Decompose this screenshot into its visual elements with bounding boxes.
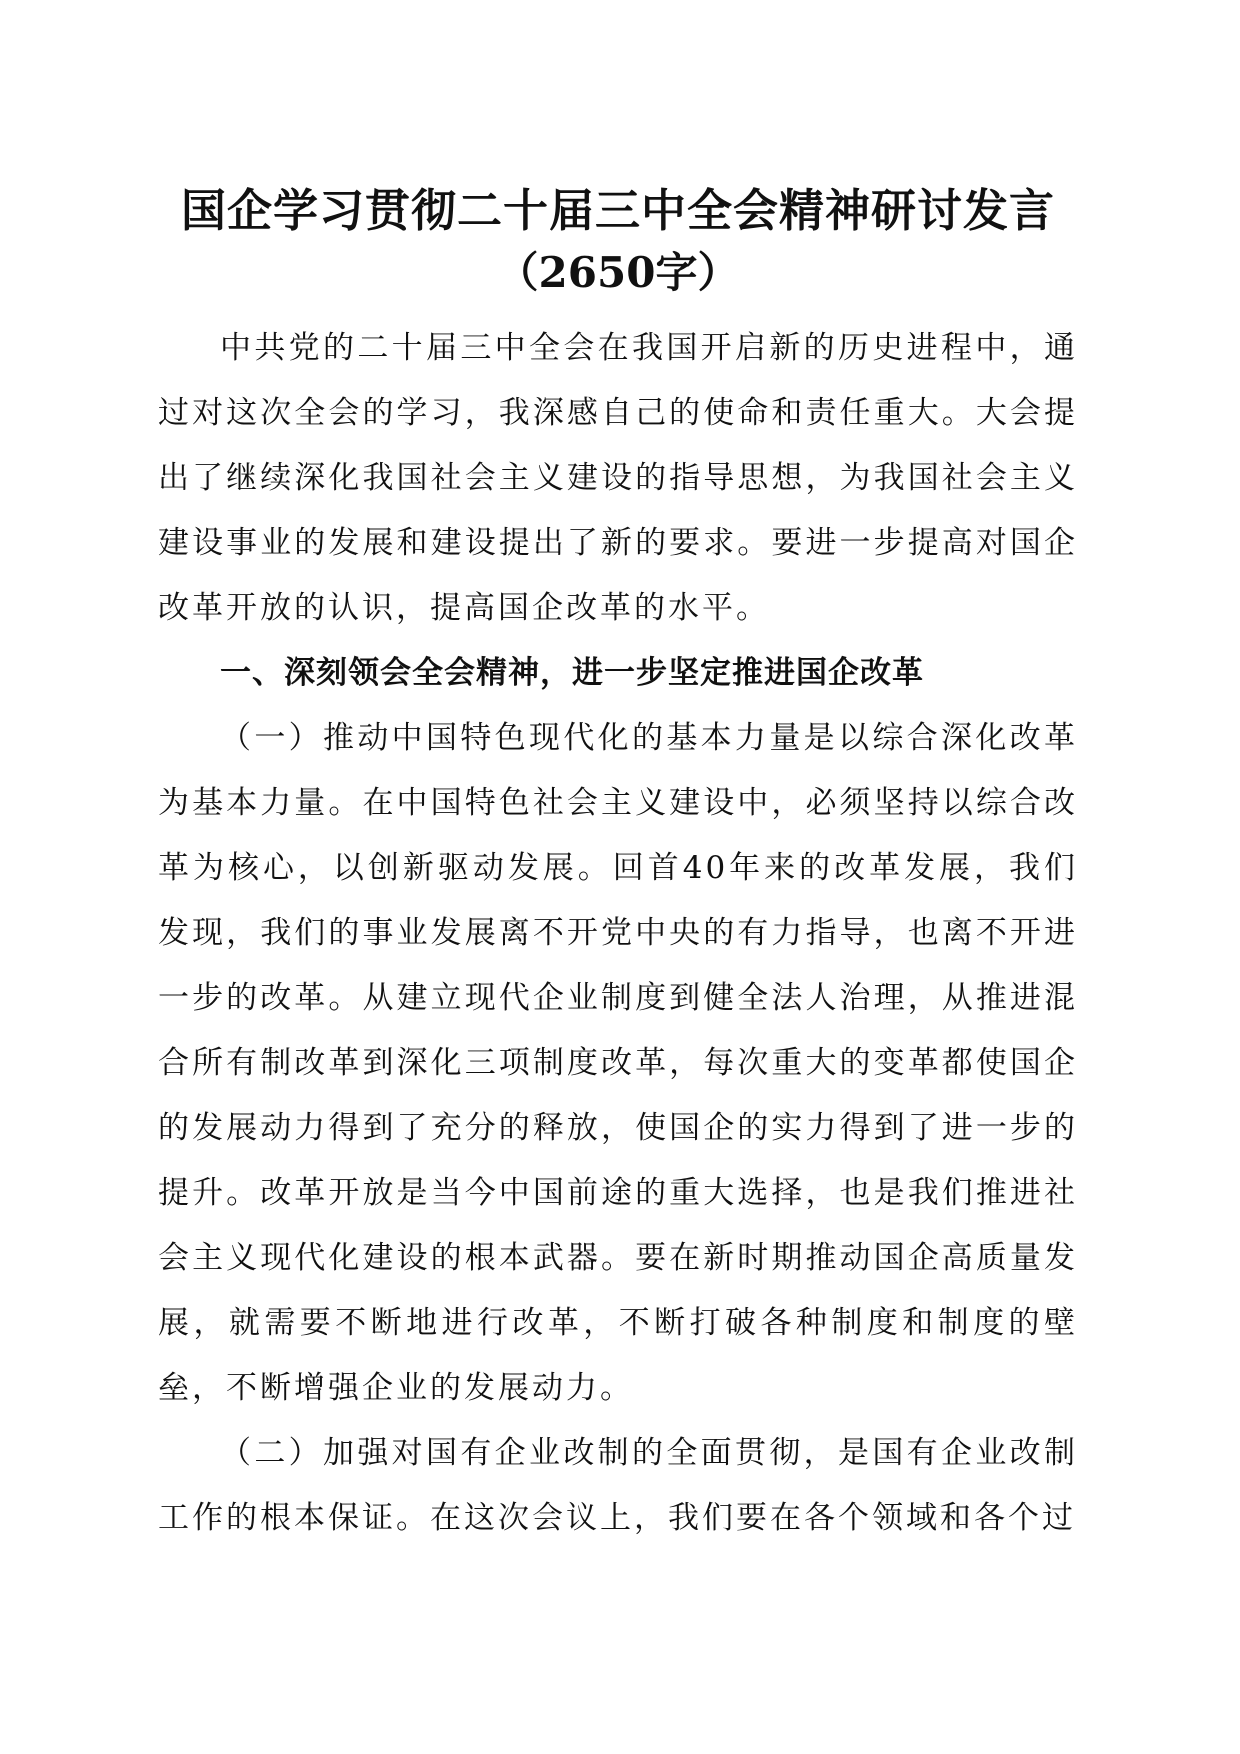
paragraph-2: （二）加强对国有企业改制的全面贯彻，是国有企业改制工作的根本保证。在这次会议上，我们要在各个领域和各个过 [158,1435,1078,1536]
document-title: 国企学习贯彻二十届三中全会精神研讨发言 [180,184,1055,237]
intro-paragraph: 中共党的二十届三中全会在我国开启新的历史进程中，通过对这次全会的学习，我深感自己的使命和责任重大。大会提出了继续深化我国社会主义建设的指导思想，为我国社会主义建设事业的发展和建设提出了新的要求。要进一步提高对国企改革开放的认识，提高国企改革的水平。 [158,330,1078,626]
paragraph-1: （一）推动中国特色现代化的基本力量是以综合深化改革为基本力量。在中国特色社会主义建设中，必须坚持以综合改革为核心，以创新驱动发展。回首40年来的改革发展，我们发现，我们的事业发展离不开党中央的有力指导，也离不开进一步的改革。从建立现代企业制度到健全法人治理，从推进混合所有制改革到深化三项制度改革，每次重大的变革都使国企的发展动力得到了充分的释放，使国企的实力得到了进一步的提升。改革开放是当今中国前途的重大选择，也是我们推进社会主义现代化建设的根本武器。要在新时期推动国企高质量发展，就需要不断地进行改革，不断打破各种制度和制度的壁垒，不断增强企业的发展动力。 [158,720,1078,1406]
document-body [158,180,1078,1551]
document-subtitle: （2650字） [496,248,740,297]
section-heading-1: 一、深刻领会全会精神，进一步坚定推进国企改革 [220,655,924,691]
